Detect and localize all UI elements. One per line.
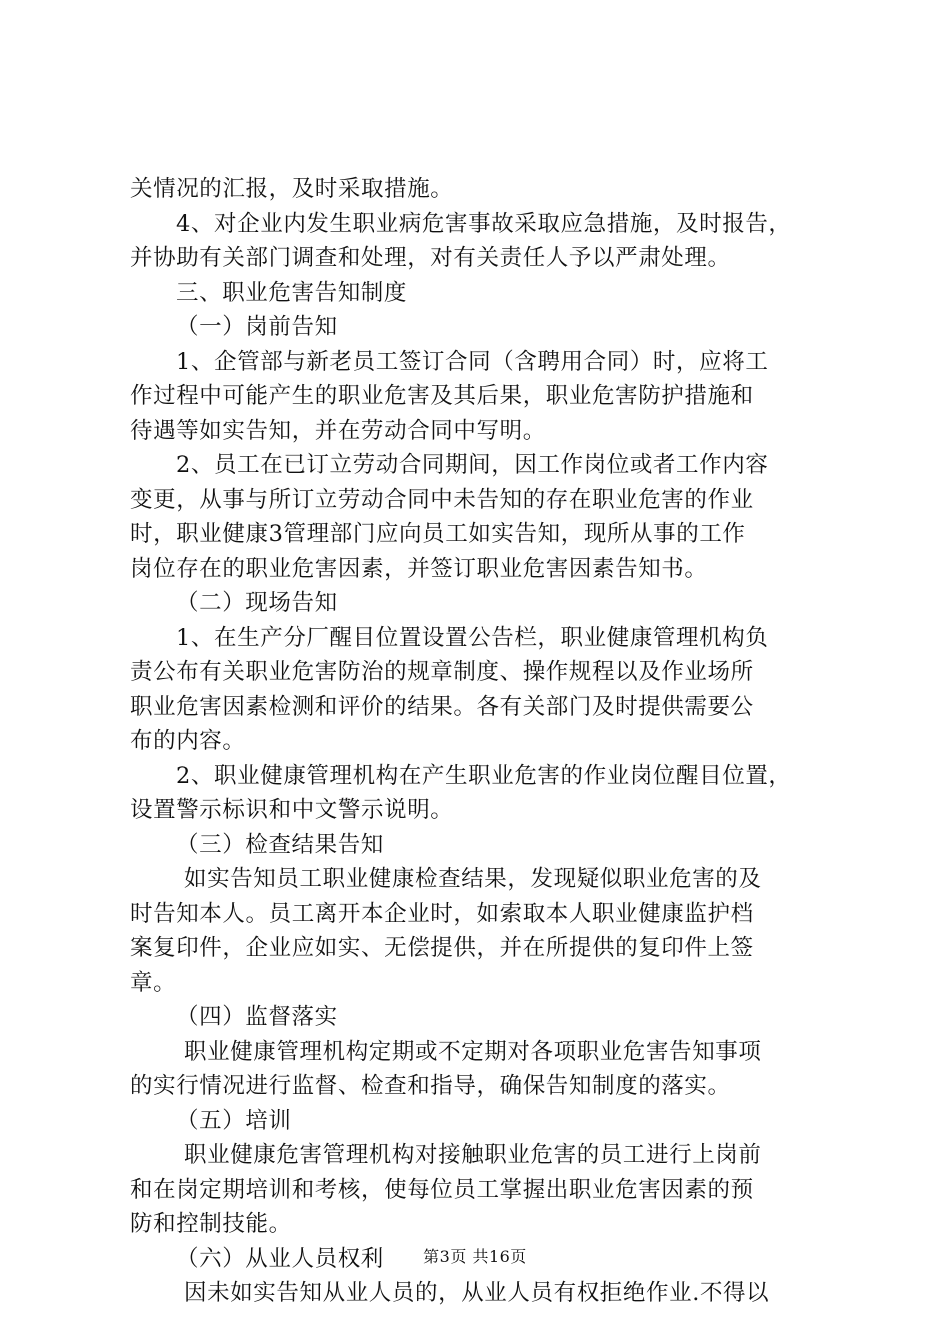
subsection-heading: （一）岗前告知 <box>176 314 338 340</box>
subsection-heading: （四）监督落实 <box>176 1004 338 1030</box>
text-line: 2、职业健康管理机构在产生职业危害的作业岗位醒目位置， <box>176 762 792 789</box>
page-number-footer: 第3页 共16页 <box>423 1247 527 1266</box>
text-line: 责公布有关职业危害防治的规章制度、操作规程以及作业场所 <box>130 659 754 685</box>
text-line: 职业健康管理机构定期或不定期对各项职业危害告知事项 <box>184 1038 762 1065</box>
subsection-heading: （五）培训 <box>176 1107 292 1134</box>
subsection-heading: （二）现场告知 <box>176 590 338 616</box>
text-line: 防和控制技能。 <box>130 1211 292 1237</box>
subsection-heading: （三）检查结果告知 <box>176 831 384 858</box>
section-heading: 三、职业危害告知制度 <box>176 279 408 306</box>
text-line: 变更，从事与所订立劳动合同中未告知的存在职业危害的作业 <box>130 486 754 513</box>
subsection-heading: （六）从业人员权利 <box>176 1245 384 1272</box>
text-line: 岗位存在的职业危害因素，并签订职业危害因素告知书。 <box>130 555 708 582</box>
text-line: 作过程中可能产生的职业危害及其后果，职业危害防护措施和 <box>130 383 754 409</box>
text-line: 章。 <box>130 969 177 996</box>
text-line: 案复印件，企业应如实、无偿提供，并在所提供的复印件上签 <box>130 935 754 961</box>
text-line: 布的内容。 <box>130 728 246 754</box>
text-line: 职业危害因素检测和评价的结果。各有关部门及时提供需要公 <box>130 693 754 720</box>
text-line: 待遇等如实告知，并在劳动合同中写明。 <box>130 417 546 444</box>
text-line: 2、员工在已订立劳动合同期间，因工作岗位或者工作内容 <box>176 452 769 478</box>
text-line: 时，职业健康3管理部门应向员工如实告知，现所从事的工作 <box>130 521 746 547</box>
text-line: 职业健康危害管理机构对接触职业危害的员工进行上岗前 <box>184 1142 762 1168</box>
document-body <box>130 172 830 1311</box>
text-line: 时告知本人。员工离开本企业时，如索取本人职业健康监护档 <box>130 900 754 927</box>
text-line: 4、对企业内发生职业病危害事故采取应急措施，及时报告， <box>176 210 792 237</box>
text-line: 设置警示标识和中文警示说明。 <box>130 797 454 823</box>
text-line: 和在岗定期培训和考核，使每位员工掌握出职业危害因素的预 <box>130 1176 754 1203</box>
text-line: 因未如实告知从业人员的，从业人员有权拒绝作业.不得以 <box>184 1280 770 1306</box>
text-line: 关情况的汇报，及时采取措施。 <box>130 176 454 202</box>
text-line: 1、企管部与新老员工签订合同（含聘用合同）时，应将工 <box>176 348 769 375</box>
text-line: 1、在生产分厂醒目位置设置公告栏，职业健康管理机构负 <box>176 624 769 651</box>
text-line: 并协助有关部门调查和处理，对有关责任人予以严肃处理。 <box>130 245 731 271</box>
text-line: 的实行情况进行监督、检查和指导，确保告知制度的落实。 <box>130 1073 731 1099</box>
text-line: 如实告知员工职业健康检查结果，发现疑似职业危害的及 <box>184 866 762 892</box>
